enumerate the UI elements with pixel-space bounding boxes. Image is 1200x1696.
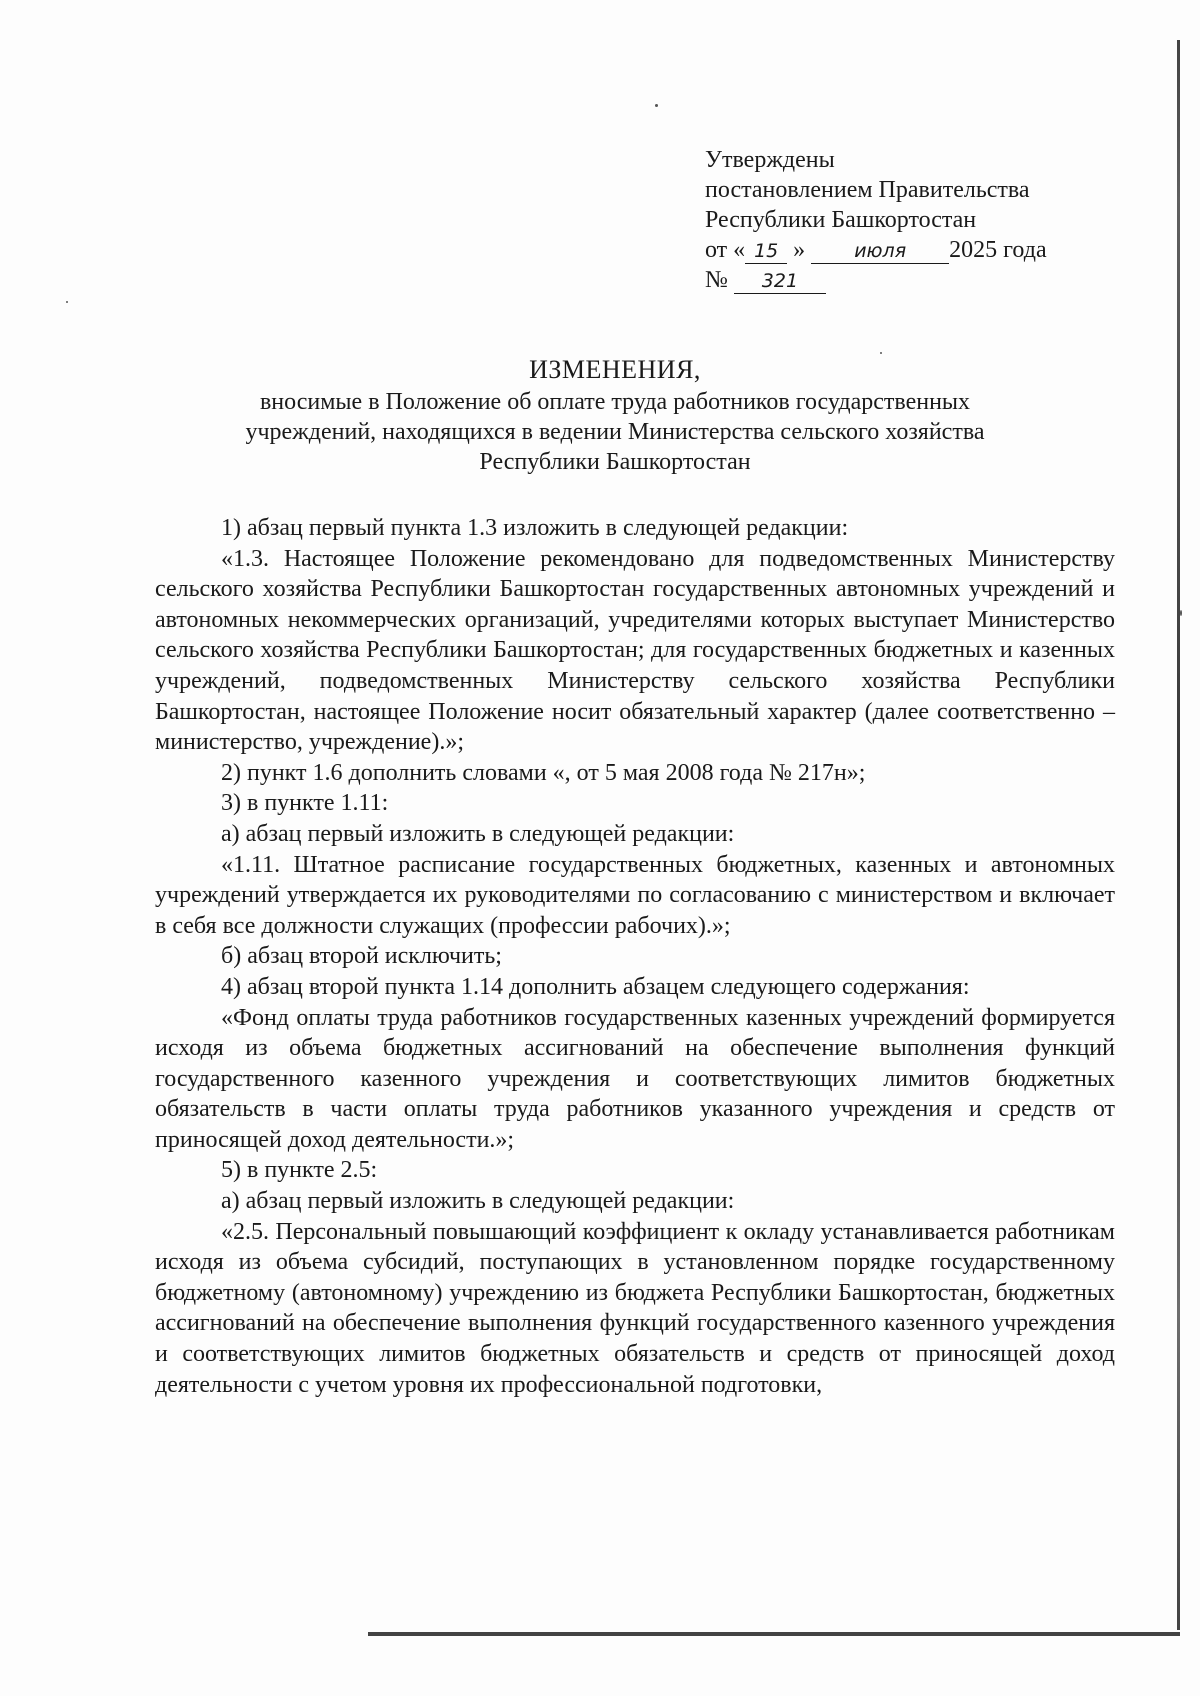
document-title (150, 355, 1080, 477)
title-subline: Республики Башкортостан (479, 449, 751, 475)
paragraph: «1.3. Настоящее Положение рекомендовано для подведомственных Министерству сельского хозяйства Республики Башкортостан государственных автономных учреждений и автономных некоммерческих организаций, учредителями которых выступает Министерство сельского хозяйства Республики Башкортостан; для государственных бюджетных и казенных учреждений, подведомственных Министерству сельского хозяйства Республики Башкортостан, настоящее Положение носит обязательный характер (далее соответственно – министерство, учреждение).»; (155, 545, 1115, 756)
number-label: № (705, 267, 728, 293)
date-month: июля (811, 239, 949, 264)
scan-speck (66, 301, 68, 303)
approval-line: Утверждены (705, 147, 835, 173)
approval-block (705, 145, 1047, 295)
paragraph: б) абзац второй исключить; (221, 943, 502, 970)
paragraph: «2.5. Персональный повышающий коэффициент к окладу устанавливается работникам исходя из объема субсидий, поступающих в установленном порядке государственному бюджетному (автономному) учреждению из бюджета Республики Башкортостан, бюджетных ассигнований на обеспечение выполнения функций государственного казенного учреждения и соответствующих лимитов бюджетных обязательств и средств от приносящей доход деятельности с учетом уровня их профессиональной подготовки, (155, 1218, 1115, 1398)
paragraph: «Фонд оплаты труда работников государственных казенных учреждений формируется исходя из объема бюджетных ассигнований на обеспечение выполнения функций государственного казенного учреждения и соответствующих лимитов бюджетных обязательств в части оплаты труда работников указанного учреждения и средств от приносящей доход деятельности.»; (155, 1004, 1115, 1153)
number-value: 321 (734, 269, 826, 294)
title-main: ИЗМЕНЕНИЯ, (529, 355, 701, 384)
paragraph: 3) в пункте 1.11: (221, 790, 389, 817)
document-body (155, 513, 1115, 1400)
paragraph: 2) пункт 1.6 дополнить словами «, от 5 мая 2008 года № 217н»; (221, 759, 866, 786)
paragraph: а) абзац первый изложить в следующей редакции: (221, 820, 735, 847)
date-prefix: от « (705, 237, 746, 263)
date-day: 15 (745, 239, 787, 264)
paragraph: 5) в пункте 2.5: (221, 1157, 378, 1184)
title-subline: вносимые в Положение об оплате труда работников государственных (259, 389, 971, 415)
approval-line: Республики Башкортостан (705, 207, 977, 233)
approval-line: постановлением Правительства (705, 177, 1030, 203)
date-year: 2025 года (949, 237, 1047, 263)
approval-date (705, 235, 1047, 265)
scan-speck (1180, 610, 1182, 616)
title-subline: учреждений, находящихся в ведении Министерства сельского хозяйства (245, 419, 985, 445)
paragraph: 1) абзац первый пункта 1.3 изложить в следующей редакции: (221, 515, 849, 541)
scan-edge-bottom (368, 1632, 1180, 1636)
paragraph: а) абзац первый изложить в следующей редакции: (221, 1188, 735, 1215)
paragraph: 4) абзац второй пункта 1.14 дополнить абзацем следующего содержания: (221, 973, 970, 1000)
scan-edge-right (1177, 40, 1180, 1630)
date-mid: » (793, 237, 806, 263)
paragraph: «1.11. Штатное расписание государственных бюджетных, казенных и автономных учреждений утверждается их руководителями по согласованию с министерством и включает в себя все должности служащих (профессии рабочих).»; (155, 851, 1115, 939)
approval-number (705, 265, 1047, 295)
scan-speck (655, 104, 658, 107)
scan-speck (880, 352, 882, 354)
